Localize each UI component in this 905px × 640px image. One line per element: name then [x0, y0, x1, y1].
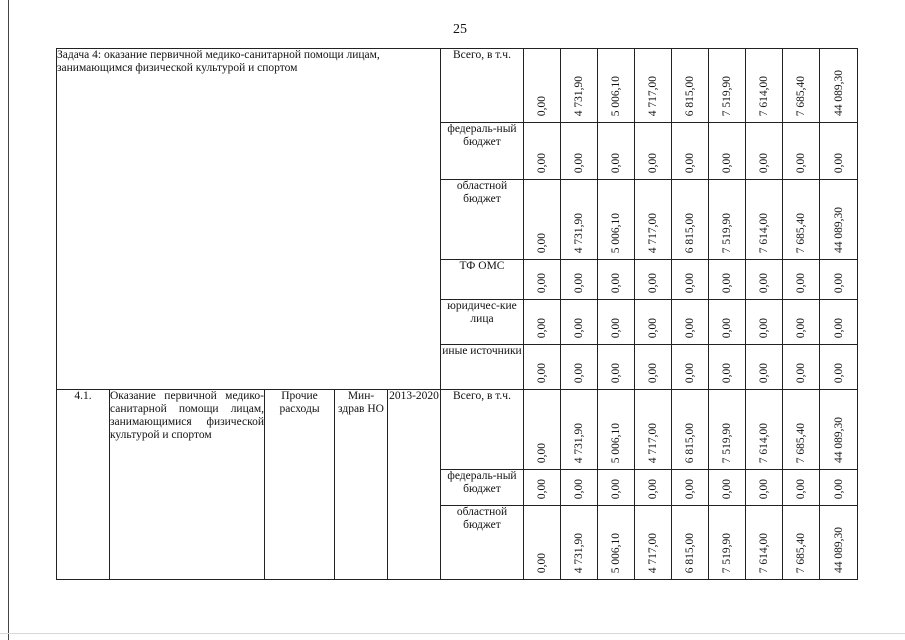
value-cell: 0,00 [635, 300, 672, 345]
value-cell: 0,00 [524, 49, 561, 123]
value-cell: 4 731,90 [561, 49, 598, 123]
value-cell: 0,00 [820, 123, 858, 180]
value-cell: 0,00 [783, 260, 820, 300]
value-cell: 0,00 [820, 260, 858, 300]
value-cell: 0,00 [672, 300, 709, 345]
category-cell: федераль-ный бюджет [441, 123, 524, 180]
category-cell: иные источники [441, 345, 524, 390]
value-cell: 0,00 [524, 470, 561, 506]
value-cell: 0,00 [783, 470, 820, 506]
value-cell: 4 731,90 [561, 390, 598, 470]
value-cell: 0,00 [709, 470, 746, 506]
value-cell: 6 815,00 [672, 390, 709, 470]
value-cell: 0,00 [746, 260, 783, 300]
value-cell: 0,00 [746, 470, 783, 506]
value-cell: 6 815,00 [672, 180, 709, 260]
value-cell: 4 717,00 [635, 180, 672, 260]
value-cell: 7 685,40 [783, 49, 820, 123]
category-cell: федераль-ный бюджет [441, 470, 524, 506]
value-cell: 0,00 [783, 300, 820, 345]
category-cell: областной бюджет [441, 180, 524, 260]
value-cell: 0,00 [524, 260, 561, 300]
value-cell: 0,00 [783, 345, 820, 390]
value-cell: 6 815,00 [672, 506, 709, 580]
value-cell: 0,00 [672, 260, 709, 300]
table-row [57, 390, 858, 470]
category-cell: Всего, в т.ч. [441, 390, 524, 470]
value-cell: 0,00 [524, 300, 561, 345]
value-cell: 0,00 [598, 345, 635, 390]
table-row [57, 49, 858, 123]
value-cell: 7 614,00 [746, 506, 783, 580]
category-cell: юридичес-кие лица [441, 300, 524, 345]
value-cell: 0,00 [746, 345, 783, 390]
value-cell: 0,00 [598, 470, 635, 506]
item-name: Оказание первичной медико-санитарной помощи лицам, занимающимися физической культурой и спортом [110, 390, 265, 580]
value-cell: 44 089,30 [820, 49, 858, 123]
value-cell: 0,00 [561, 123, 598, 180]
value-cell: 0,00 [820, 345, 858, 390]
value-cell: 7 519,90 [709, 180, 746, 260]
value-cell: 0,00 [709, 300, 746, 345]
table-body [57, 49, 858, 580]
value-cell: 0,00 [524, 506, 561, 580]
category-cell: ТФ ОМС [441, 260, 524, 300]
value-cell: 0,00 [783, 123, 820, 180]
value-cell: 4 717,00 [635, 49, 672, 123]
value-cell: 4 717,00 [635, 390, 672, 470]
expense-type: Прочие расходы [265, 390, 335, 580]
value-cell: 0,00 [635, 345, 672, 390]
value-cell: 5 006,10 [598, 49, 635, 123]
value-cell: 0,00 [746, 300, 783, 345]
value-cell: 7 685,40 [783, 506, 820, 580]
value-cell: 0,00 [598, 260, 635, 300]
value-cell: 0,00 [672, 470, 709, 506]
task-title: Задача 4: оказание первичной медико-санитарной помощи лицам, занимающимся физической культурой и спортом [57, 49, 441, 390]
value-cell: 0,00 [709, 123, 746, 180]
value-cell: 7 519,90 [709, 506, 746, 580]
value-cell: 44 089,30 [820, 506, 858, 580]
value-cell: 0,00 [820, 300, 858, 345]
value-cell: 44 089,30 [820, 180, 858, 260]
value-cell: 4 731,90 [561, 180, 598, 260]
value-cell: 0,00 [561, 300, 598, 345]
value-cell: 7 519,90 [709, 49, 746, 123]
item-number: 4.1. [57, 390, 110, 580]
value-cell: 0,00 [561, 260, 598, 300]
value-cell: 0,00 [635, 260, 672, 300]
value-cell: 0,00 [524, 180, 561, 260]
value-cell: 5 006,10 [598, 180, 635, 260]
period: 2013-2020 [388, 390, 441, 580]
value-cell: 6 815,00 [672, 49, 709, 123]
value-cell: 0,00 [524, 345, 561, 390]
value-cell: 0,00 [820, 470, 858, 506]
value-cell: 0,00 [672, 345, 709, 390]
scan-artifact-line [0, 633, 905, 634]
value-cell: 44 089,30 [820, 390, 858, 470]
value-cell: 0,00 [561, 470, 598, 506]
value-cell: 5 006,10 [598, 506, 635, 580]
category-cell: Всего, в т.ч. [441, 49, 524, 123]
value-cell: 7 614,00 [746, 180, 783, 260]
value-cell: 0,00 [598, 300, 635, 345]
value-cell: 7 685,40 [783, 390, 820, 470]
value-cell: 0,00 [524, 123, 561, 180]
value-cell: 0,00 [635, 470, 672, 506]
page-left-edge [8, 0, 9, 640]
value-cell: 0,00 [746, 123, 783, 180]
value-cell: 5 006,10 [598, 390, 635, 470]
value-cell: 0,00 [709, 345, 746, 390]
value-cell: 4 717,00 [635, 506, 672, 580]
category-cell: областной бюджет [441, 506, 524, 580]
value-cell: 4 731,90 [561, 506, 598, 580]
value-cell: 0,00 [709, 260, 746, 300]
budget-table [56, 48, 858, 580]
value-cell: 0,00 [635, 123, 672, 180]
value-cell: 7 685,40 [783, 180, 820, 260]
value-cell: 0,00 [524, 390, 561, 470]
executor: Мин-здрав НО [335, 390, 388, 580]
value-cell: 0,00 [561, 345, 598, 390]
value-cell: 7 614,00 [746, 390, 783, 470]
value-cell: 0,00 [598, 123, 635, 180]
value-cell: 0,00 [672, 123, 709, 180]
value-cell: 7 519,90 [709, 390, 746, 470]
page-number: 25 [453, 22, 467, 37]
value-cell: 7 614,00 [746, 49, 783, 123]
